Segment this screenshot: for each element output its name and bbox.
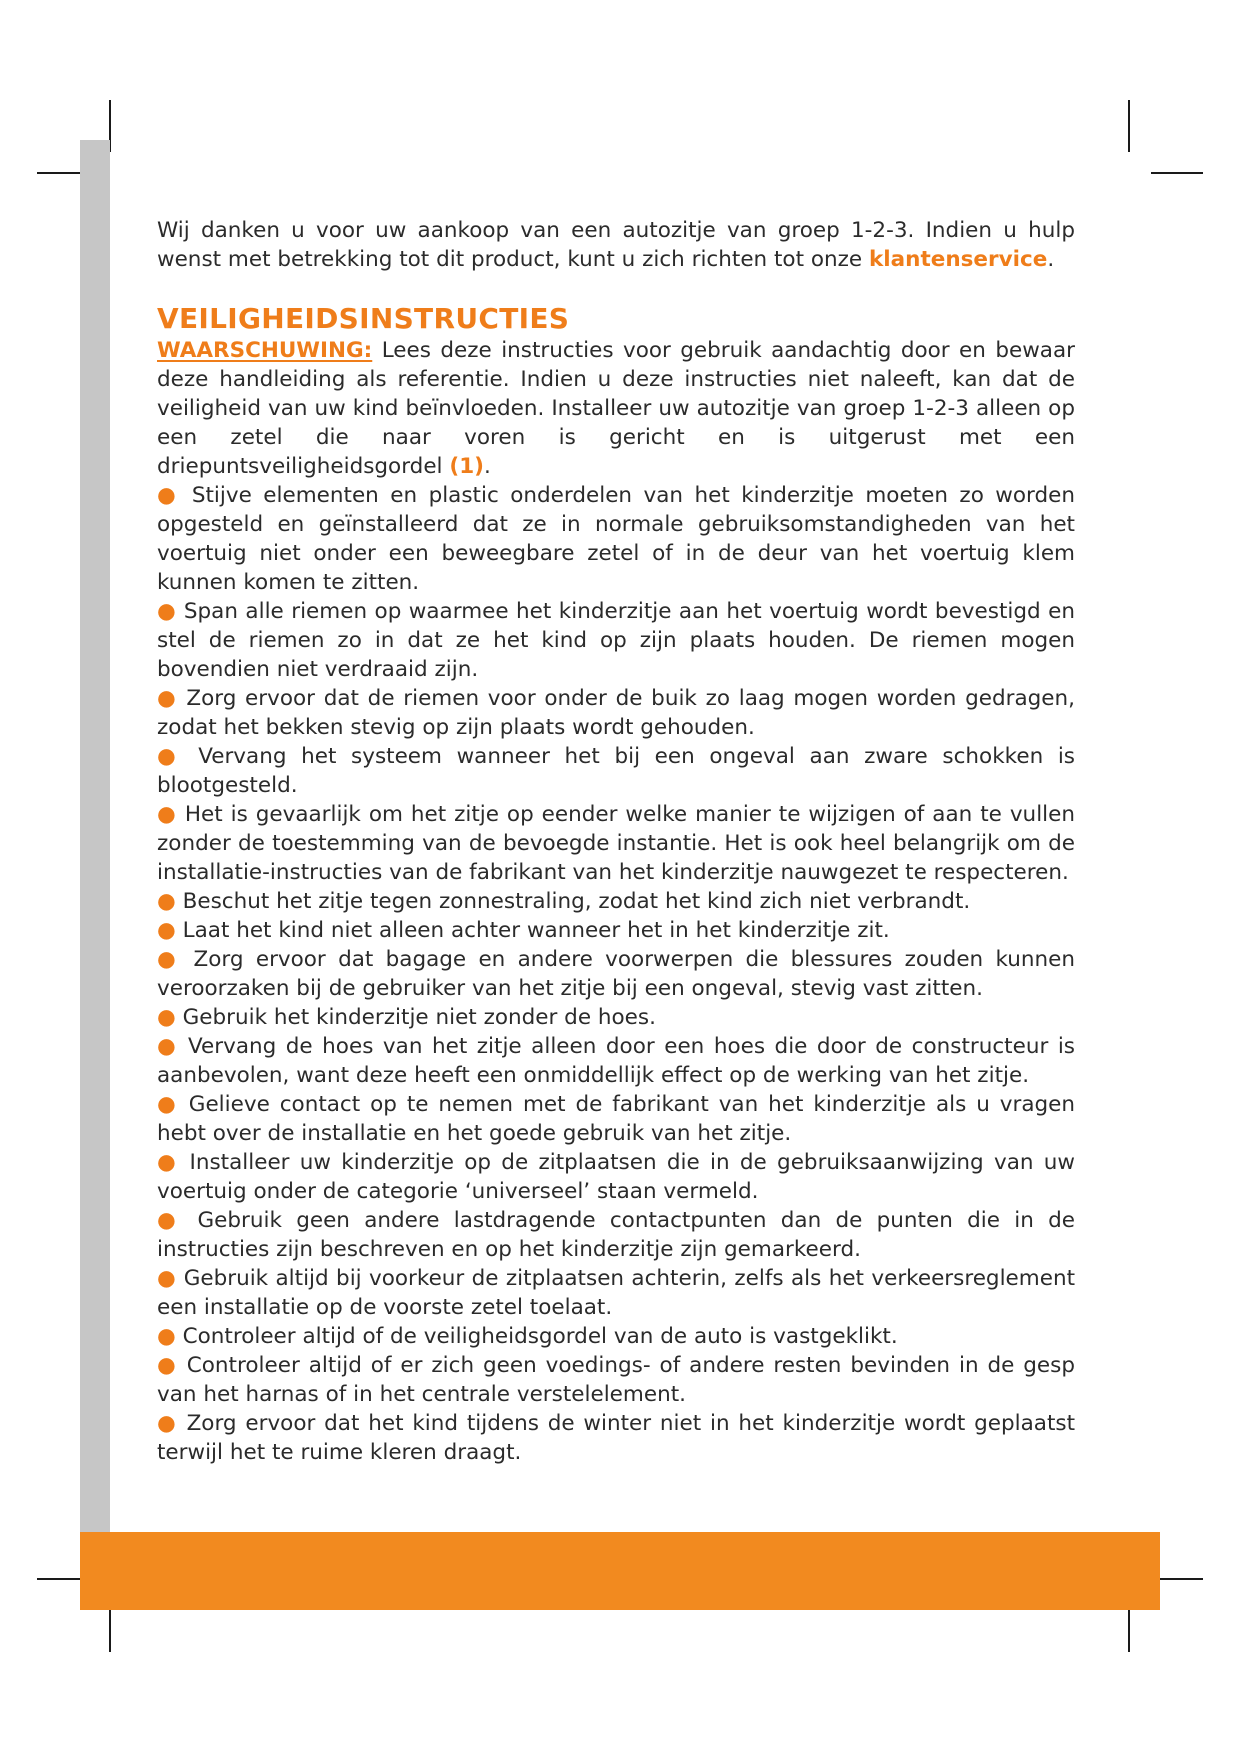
list-item [157,481,1075,597]
list-item-text: Stijve elementen en plastic onderdelen van het kinderzitje moeten zo worden opgesteld en geïnstalleerd dat ze in normale gebruiksomstandigheden van het voertuig niet onder een beweegbare zetel of in de deur van het voertuig klem kunnen komen te zitten. [157,483,1076,595]
list-item-text: Gebruik altijd bij voorkeur de zitplaatsen achterin, zelfs als het verkeersreglement een installatie op de voorste zetel toelaat. [157,1266,1076,1320]
warning-paragraph [157,336,1075,481]
intro-end: . [1047,247,1055,272]
bullet-icon: ● [157,599,177,624]
bullet-icon: ● [157,1411,178,1436]
section-title: VEILIGHEIDSINSTRUCTIES [157,302,570,335]
list-item-text: Beschut het zitje tegen zonnestraling, zodat het kind zich niet verbrandt. [182,889,971,914]
list-item-text: Gebruik het kinderzitje niet zonder de hoes. [182,1005,656,1030]
grey-side-bar [80,140,110,1610]
list-item-text: Gelieve contact op te nemen met de fabrikant van het kinderzitje als u vragen hebt over de installatie en het goede gebruik van het zitje. [157,1092,1075,1146]
list-item-text: Het is gevaarlijk om het zitje op eender welke manier te wijzigen of aan te vullen zonder de toestemming van de bevoegde instantie. Het is ook heel belangrijk om de installatie-instructies van de fabrikant van het kinderzitje nauwgezet te respecteren. [157,802,1075,885]
bullet-icon: ● [157,1266,177,1291]
warning-label: WAARSCHUWING: [157,338,373,363]
figure-reference: (1) [449,454,484,479]
bullet-icon: ● [157,744,184,769]
list-item-text: Zorg ervoor dat de riemen voor onder de buik zo laag mogen worden gedragen, zodat het bekken stevig op zijn plaats wordt gehouden. [157,686,1075,740]
list-item-text: Vervang het systeem wanneer het bij een ongeval aan zware schokken is blootgesteld. [157,744,1075,798]
list-item [157,1206,1075,1264]
bullet-icon: ● [157,947,182,972]
intro-text: Wij danken u voor uw aankoop van een autozitje van groep 1-2-3. Indien u hulp wenst met betrekking tot dit product, kunt u zich richten tot onze [157,218,1075,272]
list-item [157,1032,1075,1090]
list-item-text: Controleer altijd of er zich geen voedings- of andere resten bevinden in de gesp van het harnas of in het centrale verstelelement. [157,1353,1075,1407]
orange-footer-band [80,1532,1160,1610]
crop-mark-top-right-horizontal [1151,172,1203,174]
bullet-icon: ● [157,802,177,827]
list-item-text: Gebruik geen andere lastdragende contactpunten dan de punten die in de instructies zijn beschreven en op het kinderzitje zijn gemarkeerd. [157,1208,1075,1262]
safety-instructions-list [157,481,1075,1467]
list-item [157,1003,1075,1032]
list-item [157,1090,1075,1148]
list-item [157,1264,1075,1322]
list-item-text: Laat het kind niet alleen achter wanneer het in het kinderzitje zit. [182,918,890,943]
list-item [157,684,1075,742]
warning-text: Lees deze instructies voor gebruik aandachtig door en bewaar deze handleiding als referentie. Indien u deze instructies niet naleeft, kan dat de veiligheid van uw kind beïnvloeden. Installeer uw autozitje van groep 1-2-3 alleen op een zetel die naar voren is gericht en is uitgerust met een driepuntsveiligheidsgordel [157,338,1075,479]
list-item [157,800,1075,887]
crop-mark-top-right-vertical [1128,100,1130,152]
list-item-text: Vervang de hoes van het zitje alleen door een hoes die door de constructeur is aanbevolen, want deze heeft een onmiddellijk effect op de werking van het zitje. [157,1034,1075,1088]
list-item [157,1322,1075,1351]
bullet-icon: ● [157,889,176,914]
warning-end: . [484,454,491,479]
bullet-icon: ● [157,1353,178,1378]
list-item-text: Installeer uw kinderzitje op de zitplaatsen die in de gebruiksaanwijzing van uw voertuig onder de categorie ‘universeel’ staan vermeld. [157,1150,1075,1204]
bullet-icon: ● [157,483,181,508]
list-item-text: Span alle riemen op waarmee het kinderzitje aan het voertuig wordt bevestigd en stel de riemen zo in dat ze het kind op zijn plaats houden. De riemen mogen bovendien niet verdraaid zijn. [157,599,1075,682]
list-item [157,1351,1075,1409]
bullet-icon: ● [157,1092,179,1117]
list-item-text: Zorg ervoor dat het kind tijdens de winter niet in het kinderzitje wordt geplaatst terwijl het te ruime kleren draagt. [157,1411,1075,1465]
bullet-icon: ● [157,1034,179,1059]
list-item [157,887,1075,916]
list-item [157,597,1075,684]
bullet-icon: ● [157,686,178,711]
bullet-icon: ● [157,918,176,943]
list-item [157,945,1075,1003]
customer-service-link[interactable]: klantenservice [868,247,1048,272]
list-item [157,742,1075,800]
bullet-icon: ● [157,1324,176,1349]
list-item [157,1148,1075,1206]
bullet-icon: ● [157,1208,184,1233]
list-item [157,1409,1075,1467]
page-content [157,216,1075,1467]
intro-paragraph [157,216,1075,274]
bullet-icon: ● [157,1005,176,1030]
list-item-text: Zorg ervoor dat bagage en andere voorwerpen die blessures zouden kunnen veroorzaken bij de gebruiker van het zitje bij een ongeval, stevig vast zitten. [157,947,1076,1001]
bullet-icon: ● [157,1150,180,1175]
list-item [157,916,1075,945]
list-item-text: Controleer altijd of de veiligheidsgordel van de auto is vastgeklikt. [182,1324,898,1349]
